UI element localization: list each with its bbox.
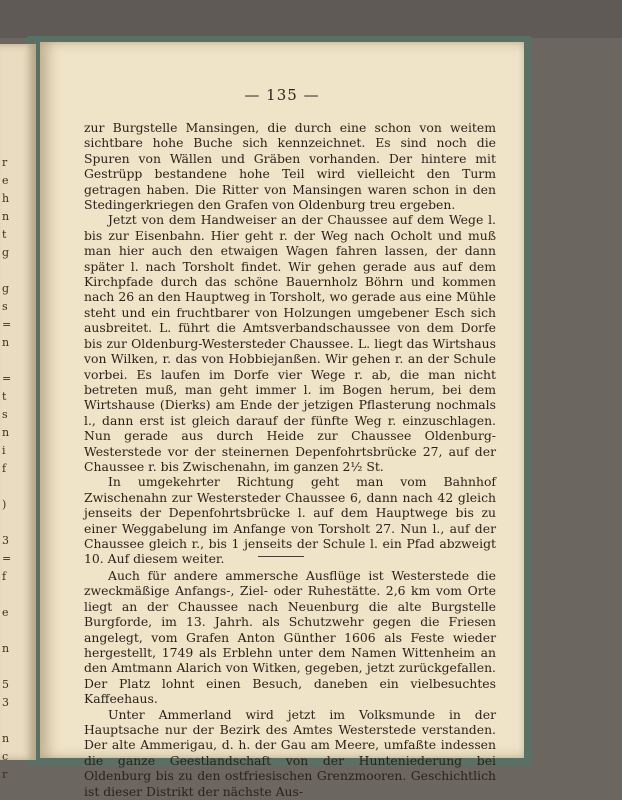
left-edge-glyph: e	[2, 174, 9, 187]
left-edge-glyph: 3	[2, 534, 9, 547]
left-edge-glyph: t	[2, 228, 7, 241]
left-edge-glyph: )	[2, 498, 7, 511]
left-edge-glyph: n	[2, 426, 10, 439]
scan-backdrop	[0, 0, 622, 38]
left-edge-glyph	[2, 514, 32, 532]
paragraph: In umgekehrter Richtung geht man vom Bahnhof Zwischenahn zur Westersteder Chaussee 6, dann nach 42 gleich jenseits der Depenfohrtsbrücke l. auf dem Hauptwege bis zu einer Weggabelung im Anfange von Torsholt 27. Nun l., auf der Chaussee gleich r., bis 1 jenseits der Schule l. ein Pfad abzweigt 10. Auf diesem weiter.	[84, 474, 496, 567]
left-edge-glyph: e	[2, 606, 9, 619]
left-edge-glyph: n	[2, 642, 10, 655]
section-divider	[258, 556, 304, 557]
paragraph: Unter Ammerland wird jetzt im Volksmunde in der Hauptsache nur der Bezirk des Amtes Westerstede verstanden. Der alte Ammerigau, d. h. der Gau am Meere, umfaßte indessen die ganze Geestlandschaft von der Hunteniederung bei Oldenburg bis zu den ostfriesischen Grenzmooren. Geschichtlich ist dieser Distrikt der nächste Aus-	[84, 706, 496, 799]
left-edge-glyph: s	[2, 300, 8, 313]
left-edge-glyph	[2, 478, 32, 496]
left-edge-glyph: i	[2, 444, 6, 457]
book-page	[40, 42, 524, 799]
left-edge-glyph	[2, 352, 32, 370]
left-page-text-edge	[2, 154, 32, 784]
paragraph: Jetzt von dem Handweiser an der Chaussee auf dem Wege l. bis zur Eisenbahn. Hier geht r. der Weg nach Ocholt und muß man hier auch den etwaigen Wagen fahren lassen, der dann später l. nach Torsholt findet. Wir gehen gerade aus auf dem Kirchpfade durch das schöne Bauernholz Böhrn und kommen nach 26 an den Hauptweg in Torsholt, wo gerade aus eine Mühle steht und ein fruchtbarer von Holzungen umgebener Esch sich ausbreitet. L. führt die Amtsverbandschaussee von dem Dorfe bis zur Oldenburg-Westersteder Chaussee. L. liegt das Wirtshaus von Wilken, r. das von Hobbiejanßen. Wir gehen r. an der Schule vorbei. Es laufen im Dorfe vier Wege r. ab, die man nicht betreten muß, man geht immer l. im Bogen herum, bei dem Wirtshause (Dierks) am Ende der jetzigen Pflasterung nochmals l., dann erst ist gleich darauf der fünfte Weg r. einzuschlagen. Nun gerade aus durch Heide zur Chaussee Oldenburg-Westerstede vor der steinernen Depenfohrtsbrücke 27, auf der Chaussee r. bis Zwischenahn, im ganzen 2½ St.	[84, 212, 496, 474]
left-edge-glyph: s	[2, 408, 8, 421]
left-edge-glyph: f	[2, 462, 7, 475]
left-edge-glyph	[2, 712, 32, 730]
left-edge-glyph: t	[2, 390, 7, 403]
left-edge-glyph: f	[2, 570, 7, 583]
left-edge-glyph: n	[2, 336, 10, 349]
left-edge-glyph: 5	[2, 678, 9, 691]
left-edge-glyph	[2, 262, 32, 280]
left-edge-glyph: =	[2, 372, 12, 385]
left-edge-glyph: =	[2, 552, 12, 565]
left-edge-glyph: n	[2, 210, 10, 223]
left-edge-glyph: c	[2, 750, 9, 763]
page-number: — 135 —	[244, 86, 320, 104]
left-facing-page	[0, 44, 36, 781]
text-block-top	[84, 120, 496, 567]
paragraph: Auch für andere ammersche Ausflüge ist Westerstede die zweckmäßige Anfangs-, Ziel- oder Ruhestätte. 2,6 km vom Orte liegt an der Chaussee nach Neuenburg die alte Burgstelle Burgforde, im 13. Jahrh. als Schutzwehr gegen die Friesen angelegt, vom Grafen Anton Günther 1606 als Feste wieder hergestellt, 1749 als Erblehn unter dem Namen Wittenheim an den Amtmann Alarich von Witken, gegeben, jetzt zurückgefallen. Der Platz lohnt einen Besuch, daneben ein vielbesuchtes Kaffeehaus.	[84, 568, 496, 707]
left-edge-glyph: r	[2, 768, 8, 781]
left-edge-glyph: g	[2, 246, 10, 259]
left-edge-glyph: =	[2, 318, 12, 331]
left-edge-glyph	[2, 622, 32, 640]
left-edge-glyph: n	[2, 732, 10, 745]
left-edge-glyph: h	[2, 192, 10, 205]
left-edge-glyph: r	[2, 156, 8, 169]
left-edge-glyph	[2, 658, 32, 676]
text-block-bottom	[84, 568, 496, 799]
left-edge-glyph: g	[2, 282, 10, 295]
paragraph: zur Burgstelle Mansingen, die durch eine schon von weitem sichtbare hohe Buche sich kennzeichnet. Es sind noch die Spuren von Wällen und Gräben vorhanden. Der hintere mit Gestrüpp bestandene hohe Teil wird vielleicht den Turm getragen haben. Die Ritter von Mansingen waren schon in den Stedingerkriegen den Grafen von Oldenburg treu ergeben.	[84, 120, 496, 213]
left-edge-glyph	[2, 586, 32, 604]
left-edge-glyph: 3	[2, 696, 9, 709]
